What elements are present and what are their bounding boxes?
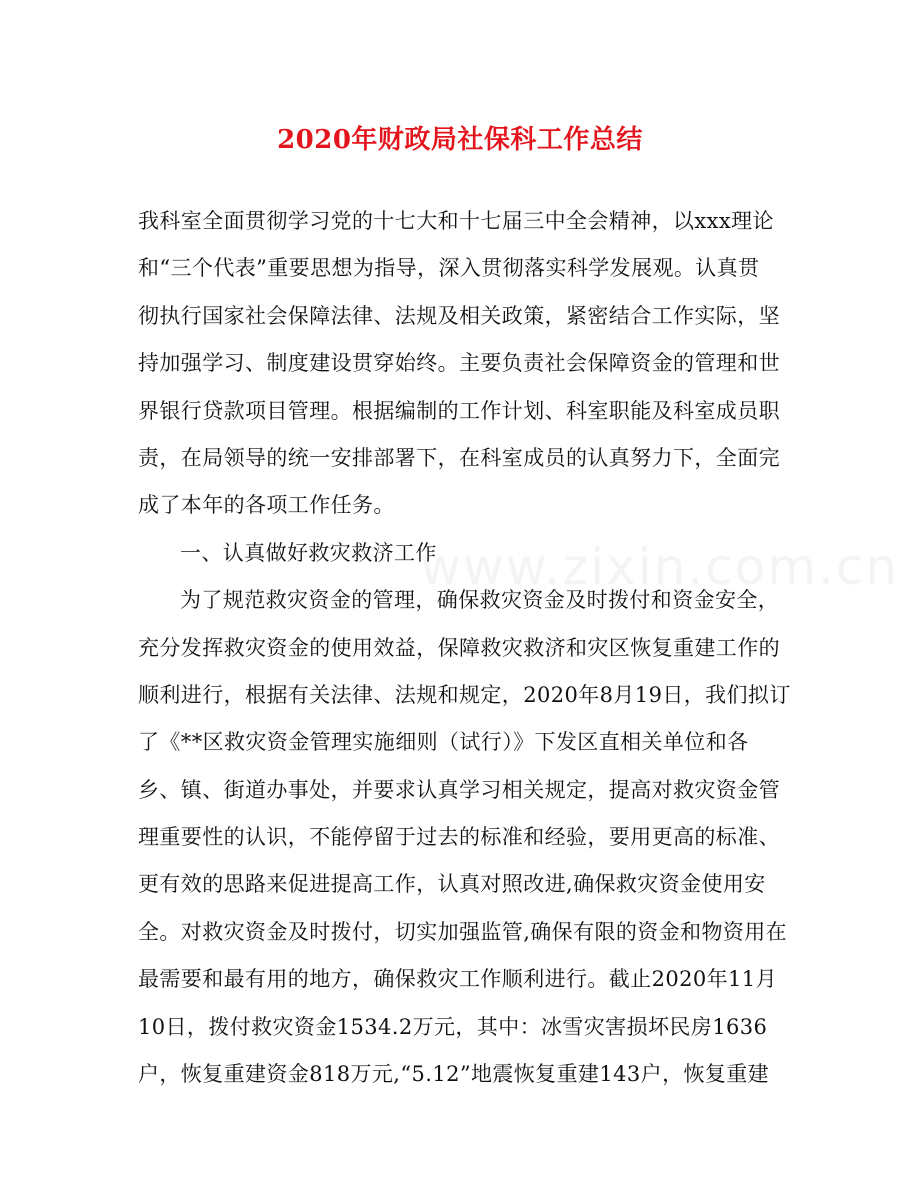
text-line: 最需要和最有用的地方，确保救灾工作顺利进行。截止2020年11月 [138,967,777,992]
text-line: 乡、镇、街道办事处，并要求认真学习相关规定，提高对救灾资金管 [138,777,780,802]
text-line: 了《**区救灾资金管理实施细则（试行）》下发区直相关单位和各 [138,730,749,755]
text-line: 我科室全面贯彻学习党的十七大和十七届三中全会精神，以xxx理论 [138,209,774,233]
text-line: 彻执行国家社会保障法律、法规及相关政策，紧密结合工作实际，坚 [138,303,780,328]
text-line: 一、认真做好救灾救济工作 [180,540,437,565]
text-line: 充分发挥救灾资金的使用效益，保障救灾救济和灾区恢复重建工作的 [138,635,780,660]
text-line: 持加强学习、制度建设贯穿始终。主要负责社会保障资金的管理和世 [138,351,780,376]
text-line: 理重要性的认识，不能停留于过去的标准和经验，要用更高的标准、 [138,825,780,850]
text-line: 顺利进行，根据有关法律、法规和规定，2020年8月19日，我们拟订 [138,682,791,707]
text-line: 成了本年的各项工作任务。 [138,493,395,518]
watermark: www.zixin.com.cn [420,538,900,596]
text-line: 为了规范救灾资金的管理，确保救灾资金及时拨付和资金安全， [180,588,780,613]
text-line: 责，在局领导的统一安排部署下，在科室成员的认真努力下，全面完 [138,445,780,470]
document-title: 2020年财政局社保科工作总结 [277,125,643,155]
text-line: 更有效的思路来促进提高工作，认真对照改进,确保救灾资金使用安 [138,872,766,897]
text-line: 户，恢复重建资金818万元,“5.12”地震恢复重建143户，恢复重建 [138,1062,770,1087]
text-line: 界银行贷款项目管理。根据编制的工作计划、科室职能及科室成员职 [138,398,780,423]
text-line: 和“三个代表”重要思想为指导，深入贯彻落实科学发展观。认真贯 [138,256,760,281]
text-line: 全。对救灾资金及时拨付，切实加强监管,确保有限的资金和物资用在 [138,919,788,944]
document-body [138,198,791,1098]
text-line: 10日，拨付救灾资金1534.2万元，其中：冰雪灾害损坏民房1636 [138,1014,768,1039]
